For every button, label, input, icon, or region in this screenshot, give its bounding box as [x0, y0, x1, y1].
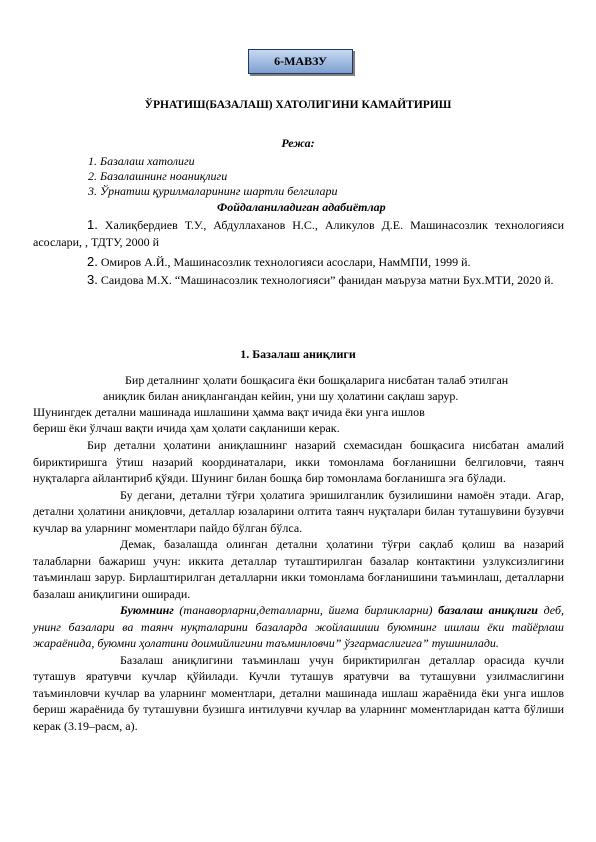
literature-text: Омиров А.Й., Машинасозлик технологияси асослари, НамМПИ, 1999 й.	[100, 255, 471, 269]
paragraph-5-term: Буюмнинг	[120, 603, 174, 617]
plan-heading: Режа:	[281, 136, 315, 150]
paragraph-3: Бу дегани, детални тўғри ҳолатига эришилганлик бузилишини намоён этади. Агар, детални ҳолатини аниқловчи, деталлар юзаларини олтита таянч нуқталари билан туташувини бузувчи кучлар ва уларнинг моментлари пайдо бўлган бўлса.	[33, 487, 564, 535]
paragraph-5	[33, 602, 564, 652]
literature-item-1	[33, 216, 564, 251]
topic-label: 6-МАВЗУ	[274, 54, 327, 68]
paragraph-6: Базалаш аниқлигини таъминлаш учун бириктирилган деталлар орасида кучли туташув яратувчи кучлар қўйилади. Кучли туташув яратувчи ва туташувни узилмаслигини таъминловчи кучлар ва уларнинг моментлари, детални машинада ишлаш жараёнида ёки унга ишлов бериш жараёнида бу туташувни бузишга интилувчи кучлар ва уларнинг моментларидан катта бўлиши керак (3.19–расм, а).	[33, 652, 564, 733]
section-heading: 1. Базалаш аниқлиги	[240, 347, 356, 361]
document-title: ЎРНАТИШ(БАЗАЛАШ) ХАТОЛИГИНИ КАМАЙТИРИШ	[144, 99, 452, 111]
topic-label-box	[248, 49, 353, 74]
plan-item-1: 1. Базалаш хатолиги	[88, 154, 195, 168]
paragraph-1-line-4: бериш ёки ўлчаш вақти ичида ҳам ҳолати сақланиши керак.	[33, 421, 340, 435]
literature-heading: Фойдаланиладиган адабиётлар	[217, 200, 386, 214]
paragraph-5-term-2: базалаш аниқлиги	[438, 603, 538, 617]
literature-text: Халиқбердиев Т.У., Абдуллаханов Н.С., Аликулов Д.Е. Машинасозлик технологияси асослари, , ТДТУ, 2000 й	[33, 218, 564, 249]
plan-item-3: 3. Ўрнатиш қурилмаларининг шартли белгилари	[88, 184, 338, 198]
paragraph-1-line-1: Бир деталнинг ҳолати бошқасига ёки бошқаларига нисбатан талаб этилган	[125, 373, 509, 387]
literature-text: Саидова М.Х. “Машинасозлик технологияси” фанидан маъруза матни Бух.МТИ, 2020 й.	[100, 273, 554, 287]
paragraph-1-line-2: аниқлик билан аниқлангандан кейин, уни шу ҳолатини сақлаш зарур.	[103, 389, 459, 403]
plan-item-2: 2. Базалашнинг ноаниқлиги	[88, 169, 228, 183]
paragraph-5-definition: деб, унинг базалари ва таянч нуқталарини базаларда жойлашиши буюмнинг ишлаш ёки тайёрлаш жараёнида, буюмни ҳолатини доимийлигини таъминловчи” ўзгармаслигига” тушинилади.	[33, 603, 564, 650]
literature-item-3	[33, 271, 564, 289]
body-text	[33, 437, 564, 734]
paragraph-2: Бир детални ҳолатини аниқлашнинг назарий схемасидан бошқасига нисбатан амалий бириктиришга ўтиш назарий координаталари, икки томонлама боғланишни белгиловчи, таянч нуқталарга айлантириб қўяди. Шунинг билан бошқа бир томонлама боғланишга эга бўлади.	[33, 438, 564, 485]
literature-number: 1.	[87, 217, 98, 232]
paragraph-4: Демак, базалашда олинган детални ҳолатини тўғри сақлаб қолиш ва назарий талабларни бажариш учун: иккита деталлар туташтирилган базалар контактини узлуксизлигини таъминлаш зарур. Бирлаштирилган деталларни икки томонлама боғланишини таъминлаш, деталларни базалаш аниқлигини оширади.	[33, 537, 564, 601]
paragraph-5-part: (танаворларни,деталларни, йиғма бирликларни)	[173, 603, 439, 617]
literature-number: 2.	[87, 254, 98, 269]
literature-number: 3.	[87, 272, 98, 287]
literature-item-2	[87, 253, 564, 271]
paragraph-1-line-3: Шунингдек детални машинада ишлашини ҳамма вақт ичида ёки унга ишлов	[33, 405, 425, 419]
